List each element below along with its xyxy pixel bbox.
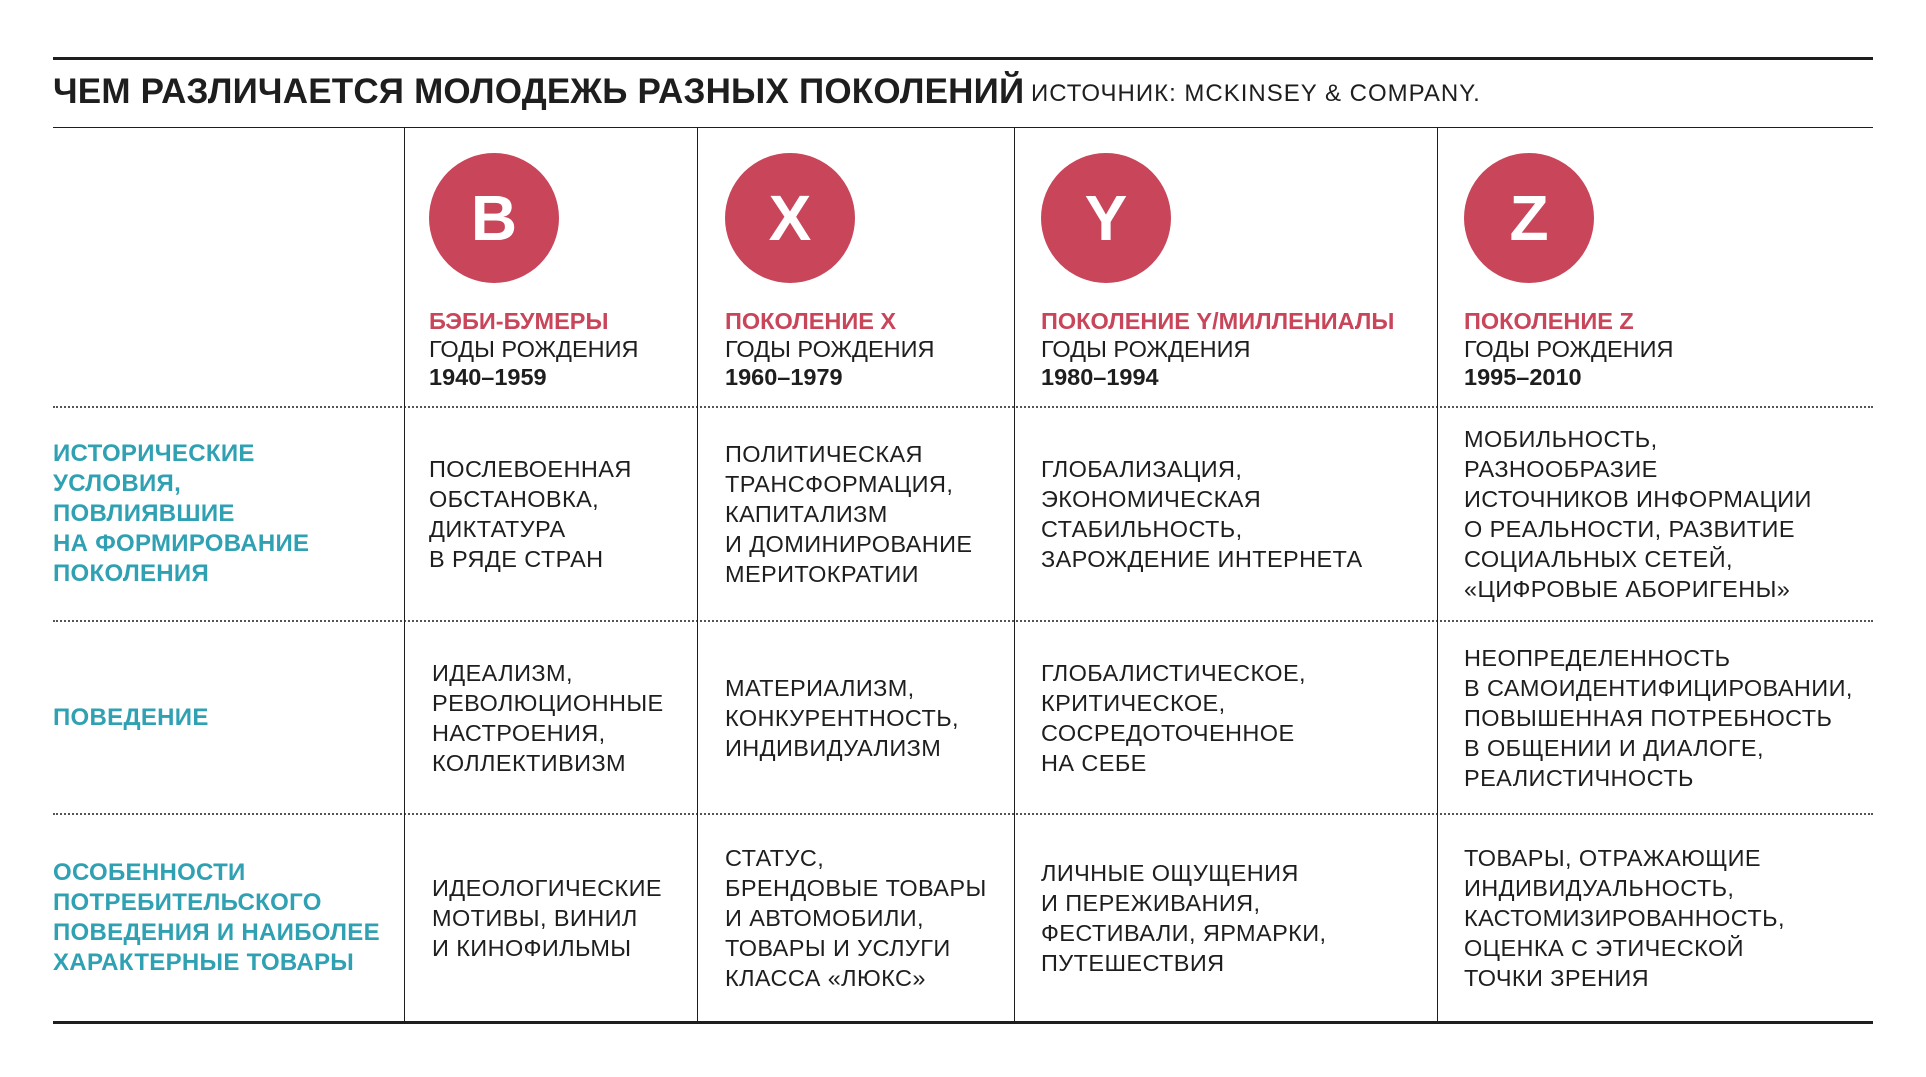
generation-name: ПОКОЛЕНИЕ Z xyxy=(1464,308,1634,334)
cell-line: ИНДИВИДУАЛЬНОСТЬ, xyxy=(1464,875,1735,901)
cell-line: И КИНОФИЛЬМЫ xyxy=(432,935,632,961)
cell-line: КАСТОМИЗИРОВАННОСТЬ, xyxy=(1464,905,1785,931)
generation-z-heading xyxy=(1464,307,1673,391)
generation-b-heading xyxy=(429,307,638,391)
generation-b-badge: B xyxy=(429,153,559,283)
label-line: ХАРАКТЕРНЫЕ ТОВАРЫ xyxy=(53,949,355,976)
cell-line: КАПИТАЛИЗМ xyxy=(725,501,888,527)
cell-line: «ЦИФРОВЫЕ АБОРИГЕНЫ» xyxy=(1464,576,1791,602)
cell-behavior-y xyxy=(1041,622,1306,813)
cell-behavior-x xyxy=(725,622,959,813)
cell-behavior-z xyxy=(1464,622,1853,813)
cell-line: ТОВАРЫ, ОТРАЖАЮЩИЕ xyxy=(1464,845,1762,871)
label-line: ИСТОРИЧЕСКИЕ xyxy=(53,440,255,467)
cell-line: В САМОИДЕНТИФИЦИРОВАНИИ, xyxy=(1464,674,1853,701)
cell-line: И ДОМИНИРОВАНИЕ xyxy=(725,531,973,557)
label-line: УСЛОВИЯ, xyxy=(53,470,182,497)
years-range: 1980–1994 xyxy=(1041,364,1159,390)
years-range: 1960–1979 xyxy=(725,364,843,390)
years-label: ГОДЫ РОЖДЕНИЯ xyxy=(1041,336,1251,362)
cell-line: И ПЕРЕЖИВАНИЯ, xyxy=(1041,890,1261,916)
page-title: ЧЕМ РАЗЛИЧАЕТСЯ МОЛОДЕЖЬ РАЗНЫХ ПОКОЛЕНИЙ xyxy=(53,72,1025,111)
generation-name: ПОКОЛЕНИЕ X xyxy=(725,308,897,334)
years-range: 1940–1959 xyxy=(429,364,547,390)
generation-name: ПОКОЛЕНИЕ Y/МИЛЛЕНИАЛЫ xyxy=(1041,308,1395,334)
cell-historical-y xyxy=(1041,408,1363,620)
label-line: ПОВЕДЕНИЕ xyxy=(53,703,209,731)
cell-line: ПОВЫШЕННАЯ ПОТРЕБНОСТЬ xyxy=(1464,704,1833,731)
source-note: ИСТОЧНИК: MCKINSEY & COMPANY. xyxy=(1031,80,1481,107)
cell-line: СТАТУС, xyxy=(725,845,825,871)
cell-line: ИСТОЧНИКОВ ИНФОРМАЦИИ xyxy=(1464,486,1812,512)
column-divider-2 xyxy=(697,128,698,1024)
years-range: 1995–2010 xyxy=(1464,364,1582,390)
cell-historical-z xyxy=(1464,408,1812,620)
cell-line: НЕОПРЕДЕЛЕННОСТЬ xyxy=(1464,644,1731,671)
cell-line: ИДЕОЛОГИЧЕСКИЕ xyxy=(432,875,662,901)
cell-historical-x xyxy=(725,408,972,620)
cell-line: РЕАЛИСТИЧНОСТЬ xyxy=(1464,764,1694,791)
cell-line: ПУТЕШЕСТВИЯ xyxy=(1041,950,1225,976)
cell-behavior-b xyxy=(432,622,664,813)
cell-line: ТОЧКИ ЗРЕНИЯ xyxy=(1464,965,1650,991)
cell-line: ПОСЛЕВОЕННАЯ xyxy=(429,456,632,482)
cell-line: ТОВАРЫ И УСЛУГИ xyxy=(725,935,951,961)
cell-line: О РЕАЛЬНОСТИ, РАЗВИТИЕ xyxy=(1464,516,1795,542)
cell-line: НА СЕБЕ xyxy=(1041,749,1147,776)
cell-line: КОНКУРЕНТНОСТЬ, xyxy=(725,704,959,731)
generation-y-badge: Y xyxy=(1041,153,1171,283)
years-label: ГОДЫ РОЖДЕНИЯ xyxy=(725,336,935,362)
cell-line: ФЕСТИВАЛИ, ЯРМАРКИ, xyxy=(1041,920,1327,946)
cell-consumer-z xyxy=(1464,815,1785,1021)
cell-line: В ОБЩЕНИИ И ДИАЛОГЕ, xyxy=(1464,734,1764,761)
cell-line: СТАБИЛЬНОСТЬ, xyxy=(1041,516,1243,542)
generation-name: БЭБИ-БУМЕРЫ xyxy=(429,308,609,334)
column-divider-4 xyxy=(1437,128,1438,1024)
cell-line: МЕРИТОКРАТИИ xyxy=(725,561,919,587)
cell-consumer-b xyxy=(432,815,662,1021)
cell-line: ЛИЧНЫЕ ОЩУЩЕНИЯ xyxy=(1041,860,1299,886)
cell-line: МОБИЛЬНОСТЬ, xyxy=(1464,426,1658,452)
header-rule xyxy=(53,127,1873,128)
cell-line: СОСРЕДОТОЧЕННОЕ xyxy=(1041,719,1295,746)
cell-line: КРИТИЧЕСКОЕ, xyxy=(1041,689,1226,716)
cell-line: В РЯДЕ СТРАН xyxy=(429,546,604,572)
years-label: ГОДЫ РОЖДЕНИЯ xyxy=(429,336,639,362)
row-label-consumer-behavior xyxy=(53,815,393,1021)
row-label-historical-conditions xyxy=(53,408,393,620)
cell-line: РЕВОЛЮЦИОННЫЕ xyxy=(432,689,664,716)
years-label: ГОДЫ РОЖДЕНИЯ xyxy=(1464,336,1674,362)
cell-line: ДИКТАТУРА xyxy=(429,516,566,542)
cell-line: ОЦЕНКА С ЭТИЧЕСКОЙ xyxy=(1464,935,1744,961)
cell-line: ГЛОБАЛИСТИЧЕСКОЕ, xyxy=(1041,659,1306,686)
bottom-rule xyxy=(53,1021,1873,1024)
cell-line: ОБСТАНОВКА, xyxy=(429,486,600,512)
cell-line: И АВТОМОБИЛИ, xyxy=(725,905,924,931)
cell-line: СОЦИАЛЬНЫХ СЕТЕЙ, xyxy=(1464,546,1733,572)
label-line: ПОВЕДЕНИЯ И НАИБОЛЕЕ xyxy=(53,919,380,946)
generation-x-badge: X xyxy=(725,153,855,283)
cell-line: ГЛОБАЛИЗАЦИЯ, xyxy=(1041,456,1243,482)
cell-line: ИНДИВИДУАЛИЗМ xyxy=(725,734,942,761)
top-rule xyxy=(53,57,1873,60)
cell-line: ЗАРОЖДЕНИЕ ИНТЕРНЕТА xyxy=(1041,546,1363,572)
generation-z-badge: Z xyxy=(1464,153,1594,283)
cell-line: МАТЕРИАЛИЗМ, xyxy=(725,674,915,701)
row-label-behavior xyxy=(53,622,393,813)
cell-line: ИДЕАЛИЗМ, xyxy=(432,659,573,686)
label-line: ПОВЛИЯВШИЕ xyxy=(53,500,235,527)
cell-line: ТРАНСФОРМАЦИЯ, xyxy=(725,471,954,497)
generation-y-heading xyxy=(1041,307,1394,391)
label-line: ПОКОЛЕНИЯ xyxy=(53,560,210,587)
cell-line: КЛАССА «ЛЮКС» xyxy=(725,965,926,991)
cell-line: НАСТРОЕНИЯ, xyxy=(432,719,606,746)
cell-line: РАЗНООБРАЗИЕ xyxy=(1464,456,1658,482)
generation-x-heading xyxy=(725,307,934,391)
cell-line: ЭКОНОМИЧЕСКАЯ xyxy=(1041,486,1262,512)
cell-consumer-y xyxy=(1041,815,1326,1021)
cell-line: КОЛЛЕКТИВИЗМ xyxy=(432,749,627,776)
cell-consumer-x xyxy=(725,815,987,1021)
label-line: НА ФОРМИРОВАНИЕ xyxy=(53,530,310,557)
cell-line: БРЕНДОВЫЕ ТОВАРЫ xyxy=(725,875,987,901)
column-divider-1 xyxy=(404,128,405,1024)
label-line: ПОТРЕБИТЕЛЬСКОГО xyxy=(53,889,322,916)
cell-line: МОТИВЫ, ВИНИЛ xyxy=(432,905,638,931)
cell-line: ПОЛИТИЧЕСКАЯ xyxy=(725,441,923,467)
cell-historical-b xyxy=(429,408,632,620)
label-line: ОСОБЕННОСТИ xyxy=(53,859,246,886)
column-divider-3 xyxy=(1014,128,1015,1024)
